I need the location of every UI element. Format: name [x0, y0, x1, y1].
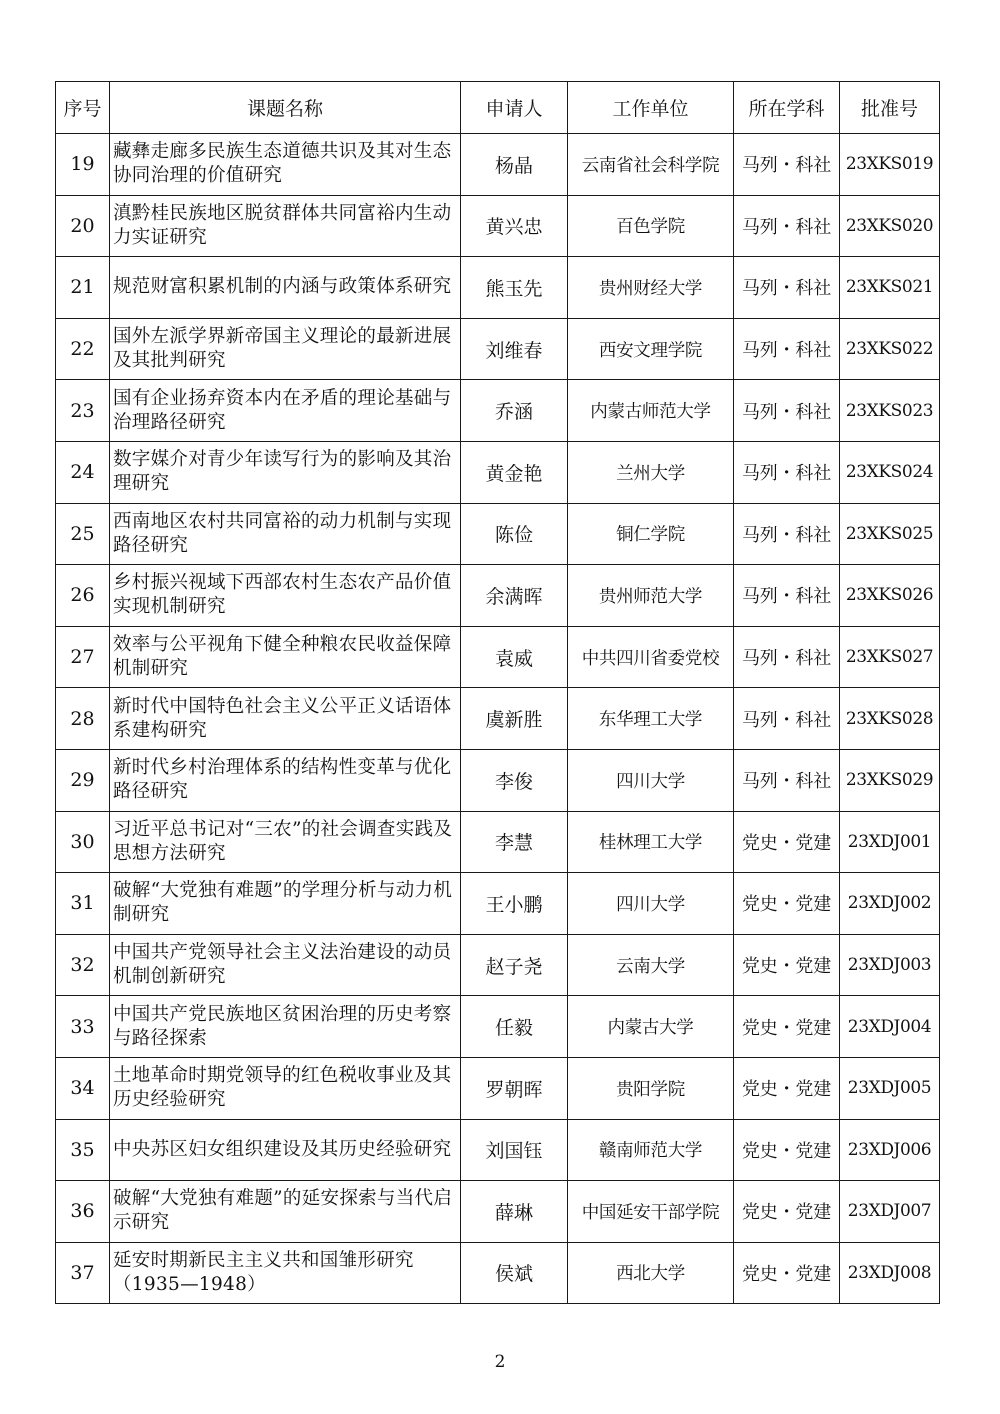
cell-code: 23XDJ008	[840, 1242, 940, 1304]
cell-applicant: 熊玉先	[461, 257, 568, 319]
cell-applicant: 王小鹏	[461, 873, 568, 935]
table-row	[56, 257, 940, 319]
cell-title: 国外左派学界新帝国主义理论的最新进展及其批判研究	[110, 318, 461, 380]
table-row	[56, 134, 940, 196]
cell-code: 23XKS028	[840, 688, 940, 750]
cell-unit: 四川大学	[568, 749, 734, 811]
table-row	[56, 1057, 940, 1119]
cell-title: 中国共产党领导社会主义法治建设的动员机制创新研究	[110, 934, 461, 996]
cell-code: 23XDJ004	[840, 996, 940, 1058]
cell-no: 34	[56, 1057, 110, 1119]
cell-unit: 兰州大学	[568, 441, 734, 503]
cell-unit: 贵州财经大学	[568, 257, 734, 319]
cell-subject: 马列・科社	[734, 318, 840, 380]
cell-no: 31	[56, 873, 110, 935]
cell-code: 23XDJ005	[840, 1057, 940, 1119]
cell-no: 22	[56, 318, 110, 380]
table-body	[56, 134, 940, 1304]
table-row	[56, 380, 940, 442]
cell-subject: 党史・党建	[734, 1057, 840, 1119]
cell-unit: 内蒙古大学	[568, 996, 734, 1058]
cell-title: 藏彝走廊多民族生态道德共识及其对生态协同治理的价值研究	[110, 134, 461, 196]
cell-unit: 内蒙古师范大学	[568, 380, 734, 442]
cell-title: 乡村振兴视域下西部农村生态农产品价值实现机制研究	[110, 565, 461, 627]
cell-no: 23	[56, 380, 110, 442]
cell-code: 23XDJ006	[840, 1119, 940, 1181]
table-row	[56, 195, 940, 257]
cell-code: 23XDJ003	[840, 934, 940, 996]
table-row	[56, 441, 940, 503]
header-title: 课题名称	[110, 82, 461, 134]
cell-subject: 党史・党建	[734, 1181, 840, 1243]
header-applicant: 申请人	[461, 82, 568, 134]
cell-subject: 党史・党建	[734, 1242, 840, 1304]
cell-subject: 党史・党建	[734, 1119, 840, 1181]
table-row	[56, 1242, 940, 1304]
cell-subject: 党史・党建	[734, 811, 840, 873]
cell-title: 新时代中国特色社会主义公平正义话语体系建构研究	[110, 688, 461, 750]
header-unit: 工作单位	[568, 82, 734, 134]
cell-unit: 东华理工大学	[568, 688, 734, 750]
cell-no: 32	[56, 934, 110, 996]
cell-applicant: 李俊	[461, 749, 568, 811]
page-number: 2	[494, 1352, 506, 1372]
cell-subject: 马列・科社	[734, 688, 840, 750]
cell-unit: 西北大学	[568, 1242, 734, 1304]
cell-no: 24	[56, 441, 110, 503]
cell-subject: 马列・科社	[734, 134, 840, 196]
cell-title: 中国共产党民族地区贫困治理的历史考察与路径探索	[110, 996, 461, 1058]
cell-title: 破解“大党独有难题”的学理分析与动力机制研究	[110, 873, 461, 935]
header-row	[56, 82, 940, 134]
cell-applicant: 任毅	[461, 996, 568, 1058]
header-subject: 所在学科	[734, 82, 840, 134]
cell-title: 土地革命时期党领导的红色税收事业及其历史经验研究	[110, 1057, 461, 1119]
cell-applicant: 黄金艳	[461, 441, 568, 503]
cell-code: 23XKS019	[840, 134, 940, 196]
cell-no: 27	[56, 626, 110, 688]
cell-subject: 马列・科社	[734, 503, 840, 565]
cell-unit: 百色学院	[568, 195, 734, 257]
cell-code: 23XKS022	[840, 318, 940, 380]
table-row	[56, 873, 940, 935]
cell-title: 效率与公平视角下健全种粮农民收益保障机制研究	[110, 626, 461, 688]
cell-subject: 马列・科社	[734, 626, 840, 688]
cell-applicant: 陈俭	[461, 503, 568, 565]
cell-no: 21	[56, 257, 110, 319]
cell-code: 23XKS027	[840, 626, 940, 688]
cell-subject: 党史・党建	[734, 934, 840, 996]
header-code: 批准号	[840, 82, 940, 134]
cell-unit: 桂林理工大学	[568, 811, 734, 873]
table-row	[56, 565, 940, 627]
cell-applicant: 虞新胜	[461, 688, 568, 750]
cell-no: 33	[56, 996, 110, 1058]
cell-applicant: 袁威	[461, 626, 568, 688]
cell-applicant: 薛琳	[461, 1181, 568, 1243]
cell-unit: 贵阳学院	[568, 1057, 734, 1119]
table-row	[56, 996, 940, 1058]
cell-code: 23XKS029	[840, 749, 940, 811]
cell-applicant: 侯斌	[461, 1242, 568, 1304]
cell-no: 36	[56, 1181, 110, 1243]
table-row	[56, 1119, 940, 1181]
cell-no: 35	[56, 1119, 110, 1181]
table-row	[56, 934, 940, 996]
cell-no: 28	[56, 688, 110, 750]
cell-code: 23XDJ001	[840, 811, 940, 873]
cell-title: 西南地区农村共同富裕的动力机制与实现路径研究	[110, 503, 461, 565]
cell-unit: 中共四川省委党校	[568, 626, 734, 688]
cell-no: 26	[56, 565, 110, 627]
cell-applicant: 李慧	[461, 811, 568, 873]
cell-title: 破解“大党独有难题”的延安探索与当代启示研究	[110, 1181, 461, 1243]
cell-title: 新时代乡村治理体系的结构性变革与优化路径研究	[110, 749, 461, 811]
cell-applicant: 刘国钰	[461, 1119, 568, 1181]
table-row	[56, 811, 940, 873]
cell-code: 23XKS020	[840, 195, 940, 257]
project-table	[55, 81, 940, 1304]
table-row	[56, 749, 940, 811]
cell-applicant: 乔涵	[461, 380, 568, 442]
cell-unit: 西安文理学院	[568, 318, 734, 380]
cell-unit: 云南大学	[568, 934, 734, 996]
cell-no: 37	[56, 1242, 110, 1304]
cell-subject: 马列・科社	[734, 195, 840, 257]
cell-applicant: 杨晶	[461, 134, 568, 196]
cell-no: 20	[56, 195, 110, 257]
table-row	[56, 503, 940, 565]
cell-title: 中央苏区妇女组织建设及其历史经验研究	[110, 1119, 461, 1181]
table-row	[56, 688, 940, 750]
cell-subject: 马列・科社	[734, 441, 840, 503]
cell-unit: 赣南师范大学	[568, 1119, 734, 1181]
cell-code: 23XDJ007	[840, 1181, 940, 1243]
cell-subject: 马列・科社	[734, 257, 840, 319]
cell-applicant: 刘维春	[461, 318, 568, 380]
cell-unit: 四川大学	[568, 873, 734, 935]
cell-applicant: 黄兴忠	[461, 195, 568, 257]
cell-subject: 党史・党建	[734, 873, 840, 935]
cell-subject: 马列・科社	[734, 380, 840, 442]
cell-title: 国有企业扬弃资本内在矛盾的理论基础与治理路径研究	[110, 380, 461, 442]
cell-unit: 铜仁学院	[568, 503, 734, 565]
cell-no: 30	[56, 811, 110, 873]
table-row	[56, 1181, 940, 1243]
cell-unit: 云南省社会科学院	[568, 134, 734, 196]
cell-no: 19	[56, 134, 110, 196]
cell-title: 滇黔桂民族地区脱贫群体共同富裕内生动力实证研究	[110, 195, 461, 257]
cell-title: 规范财富积累机制的内涵与政策体系研究	[110, 257, 461, 319]
cell-code: 23XKS026	[840, 565, 940, 627]
cell-title: 习近平总书记对“三农”的社会调查实践及思想方法研究	[110, 811, 461, 873]
cell-unit: 中国延安干部学院	[568, 1181, 734, 1243]
cell-applicant: 赵子尧	[461, 934, 568, 996]
header-no: 序号	[56, 82, 110, 134]
cell-no: 25	[56, 503, 110, 565]
cell-code: 23XKS025	[840, 503, 940, 565]
cell-title: 延安时期新民主主义共和国雏形研究（1935—1948）	[110, 1242, 461, 1304]
cell-unit: 贵州师范大学	[568, 565, 734, 627]
cell-code: 23XKS021	[840, 257, 940, 319]
cell-subject: 马列・科社	[734, 749, 840, 811]
table-row	[56, 318, 940, 380]
cell-no: 29	[56, 749, 110, 811]
cell-code: 23XDJ002	[840, 873, 940, 935]
table-row	[56, 626, 940, 688]
cell-subject: 党史・党建	[734, 996, 840, 1058]
cell-code: 23XKS023	[840, 380, 940, 442]
cell-applicant: 余满晖	[461, 565, 568, 627]
cell-title: 数字媒介对青少年读写行为的影响及其治理研究	[110, 441, 461, 503]
cell-code: 23XKS024	[840, 441, 940, 503]
cell-subject: 马列・科社	[734, 565, 840, 627]
cell-applicant: 罗朝晖	[461, 1057, 568, 1119]
